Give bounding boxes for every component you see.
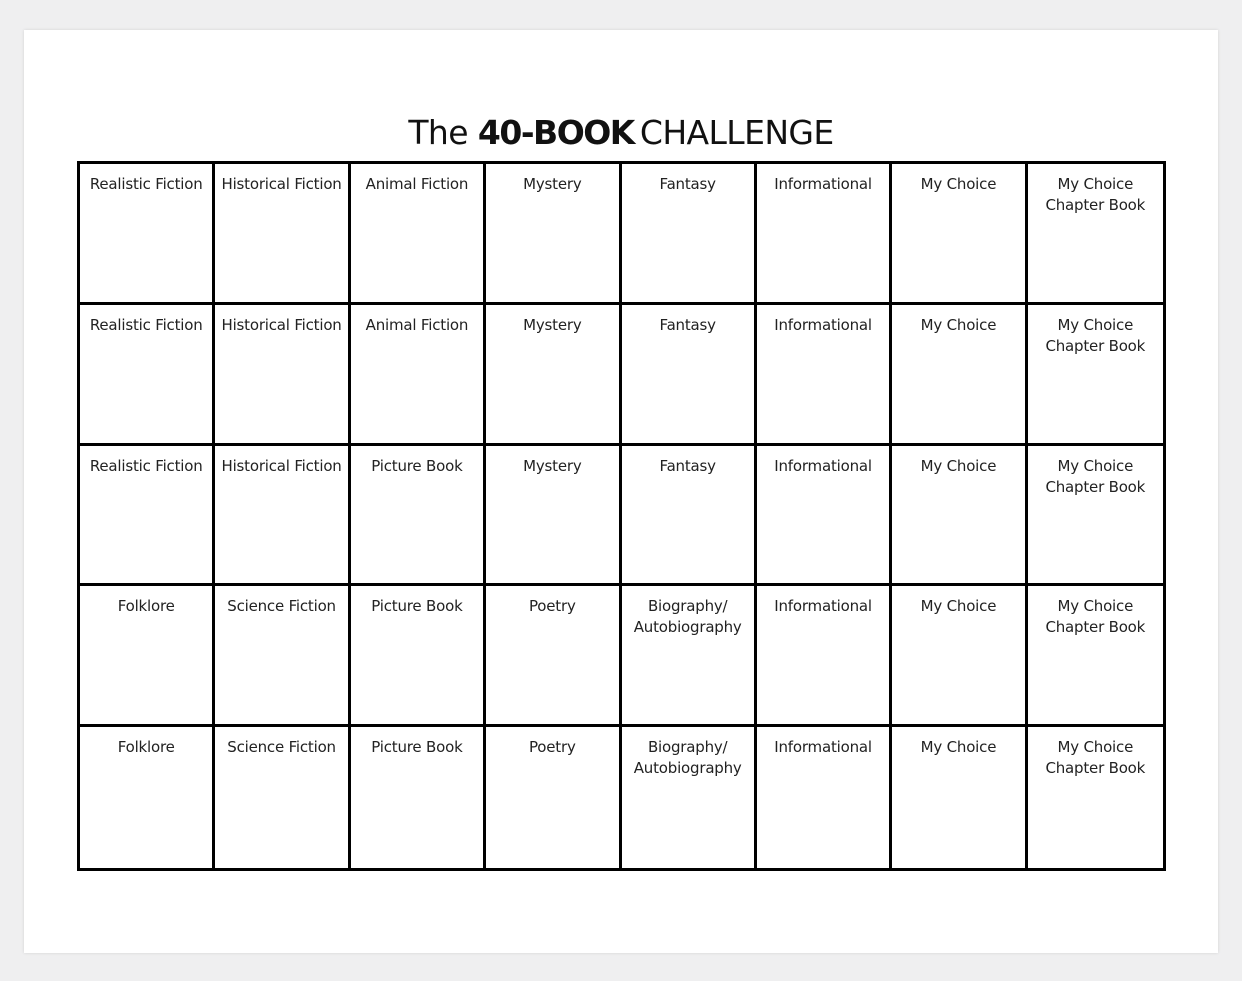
grid-cell: Animal Fiction [351, 305, 486, 446]
grid-cell: Science Fiction [215, 727, 350, 868]
grid-cell: Mystery [486, 164, 621, 305]
grid-cell: Fantasy [622, 164, 757, 305]
grid-cell: Folklore [80, 586, 215, 727]
grid-cell: Historical Fiction [215, 446, 350, 587]
grid-cell: Fantasy [622, 446, 757, 587]
challenge-grid [77, 161, 1166, 871]
title-suffix: CHALLENGE [639, 113, 834, 152]
grid-cell: My Choice [892, 305, 1027, 446]
grid-cell: Informational [757, 446, 892, 587]
grid-cell: Poetry [486, 586, 621, 727]
grid-cell: Animal Fiction [351, 164, 486, 305]
grid-cell: My Choice Chapter Book [1028, 164, 1163, 305]
grid-cell: Mystery [486, 305, 621, 446]
grid-cell: Historical Fiction [215, 305, 350, 446]
grid-cell: Fantasy [622, 305, 757, 446]
grid-cell: My Choice [892, 586, 1027, 727]
grid-cell: Biography/ Autobiography [622, 586, 757, 727]
title-prefix: The [408, 113, 468, 152]
grid-cell: Historical Fiction [215, 164, 350, 305]
grid-cell: Picture Book [351, 586, 486, 727]
grid-cell: My Choice Chapter Book [1028, 586, 1163, 727]
grid-cell: Folklore [80, 727, 215, 868]
page-title [24, 113, 1218, 153]
grid-cell: My Choice [892, 164, 1027, 305]
grid-cell: Realistic Fiction [80, 446, 215, 587]
grid-cell: My Choice Chapter Book [1028, 446, 1163, 587]
grid-cell: Realistic Fiction [80, 164, 215, 305]
title-number: 40-BOOK [477, 113, 634, 152]
grid-cell: Informational [757, 164, 892, 305]
grid-cell: Mystery [486, 446, 621, 587]
grid-cell: Informational [757, 305, 892, 446]
grid-cell: My Choice Chapter Book [1028, 305, 1163, 446]
grid-cell: My Choice [892, 446, 1027, 587]
grid-cell: Poetry [486, 727, 621, 868]
grid-cell: Picture Book [351, 446, 486, 587]
grid-cell: Realistic Fiction [80, 305, 215, 446]
grid-cell: My Choice Chapter Book [1045, 738, 1146, 778]
document-page [24, 30, 1218, 953]
grid-cell: Informational [757, 586, 892, 727]
grid-cell: Science Fiction [215, 586, 350, 727]
grid-cell: My Choice [892, 727, 1027, 868]
grid-cell: Biography/ Autobiography [622, 727, 757, 868]
grid-cell: Picture Book [351, 727, 486, 868]
grid-cell: Informational [757, 727, 892, 868]
